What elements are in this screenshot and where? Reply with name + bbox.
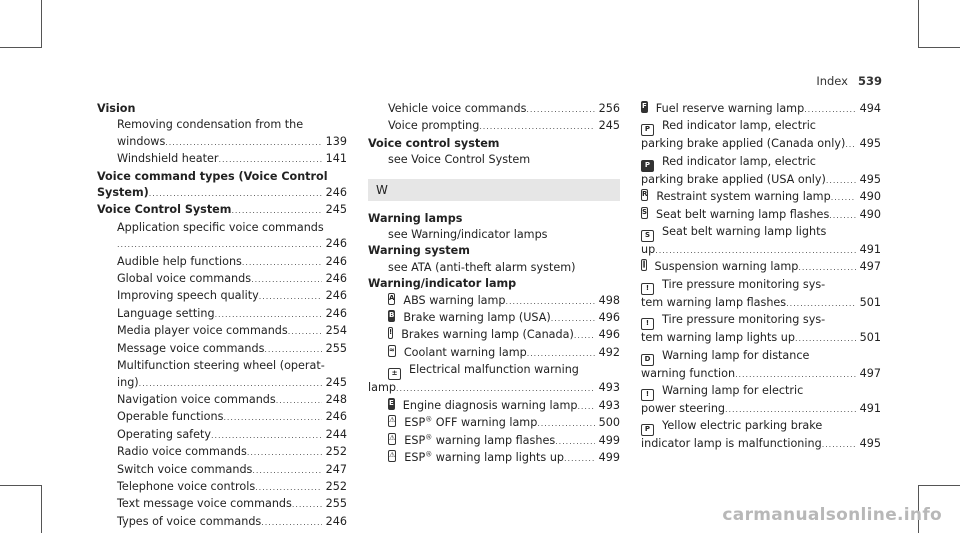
entry-text: lamp: [368, 381, 396, 395]
index-entry: [97, 185, 347, 202]
page-reference[interactable]: 256: [598, 102, 620, 115]
entry-text: parking brake applied (USA only): [641, 172, 826, 186]
index-entry: [97, 254, 347, 271]
page-reference[interactable]: 500: [598, 416, 620, 430]
index-entry: [97, 409, 347, 426]
page-reference[interactable]: 496: [598, 328, 620, 342]
leader-dots: [845, 136, 855, 153]
leader-dots: [655, 242, 855, 259]
entry-text: Tire pressure monitoring sys-: [662, 313, 826, 327]
page-reference[interactable]: 246: [325, 237, 347, 251]
page-reference[interactable]: 490: [859, 207, 881, 221]
brake-canada-icon: !: [388, 327, 393, 339]
index-entry: [368, 101, 620, 118]
index-entry-line: [641, 224, 881, 242]
crop-mark: [919, 47, 960, 48]
entry-text: ing): [117, 375, 139, 389]
entry-text: Electrical malfunction warning: [409, 363, 579, 377]
page-reference[interactable]: 495: [859, 172, 881, 186]
abs-icon: A: [388, 293, 395, 305]
parking-brake-icon: P: [641, 424, 654, 436]
index-entry-line: [97, 220, 347, 236]
leader-dots: [117, 236, 322, 253]
index-column-1: [97, 101, 347, 531]
page-reference[interactable]: 501: [859, 331, 881, 345]
leader-dots: [479, 118, 594, 135]
index-entry-line: [641, 118, 881, 136]
leader-dots: [165, 134, 321, 151]
leader-dots: [826, 172, 856, 189]
index-entry: [641, 207, 881, 224]
entry-text: Red indicator lamp, electric: [662, 154, 816, 168]
esp-icon: ⚠: [388, 450, 396, 462]
entry-text: Brake warning lamp (USA): [403, 311, 551, 325]
leader-dots: [574, 327, 595, 344]
entry-text: tem warning lamp flashes: [641, 295, 787, 309]
entry-text: Suspension warning lamp: [654, 260, 799, 274]
leader-dots: [798, 259, 855, 276]
index-entry: [97, 134, 347, 151]
page-reference[interactable]: 244: [325, 427, 347, 441]
entry-text: Voice prompting: [388, 119, 480, 133]
leader-dots: [252, 462, 321, 479]
index-entry: [641, 172, 881, 189]
index-entry: [97, 496, 347, 513]
index-entry: [368, 293, 620, 310]
index-heading: Warning/indicator lamp: [368, 277, 517, 291]
entry-text: Message voice commands: [117, 341, 265, 355]
leader-dots: [215, 306, 322, 323]
seatbelt-icon: S: [641, 230, 654, 242]
entry-text: windows: [117, 134, 166, 148]
entry-text: see Voice Control System: [388, 153, 531, 167]
battery-icon: ±: [388, 368, 401, 380]
entry-text: Improving speech quality: [117, 289, 259, 303]
page-reference[interactable]: 497: [859, 366, 881, 380]
crop-mark: [918, 0, 919, 48]
leader-dots: [231, 202, 321, 219]
index-entry: [97, 151, 347, 168]
watermark: carmanualsonline.info: [722, 505, 942, 525]
entry-text: Seat belt warning lamp lights: [662, 225, 827, 239]
page-reference[interactable]: 255: [325, 497, 347, 511]
page-reference[interactable]: 245: [325, 203, 347, 217]
crop-mark: [41, 0, 42, 48]
entry-text: Voice Control System: [97, 203, 232, 217]
entry-text: ABS warning lamp: [403, 293, 506, 307]
index-column-3: [641, 101, 881, 454]
leader-dots: [247, 444, 322, 461]
leader-dots: [259, 288, 322, 305]
page-reference[interactable]: 246: [325, 410, 347, 424]
entry-text: power steering: [641, 402, 726, 416]
index-entry-line: [641, 348, 881, 366]
entry-text: Warning lamp for distance: [662, 348, 810, 362]
entry-text: Switch voice commands: [117, 462, 253, 476]
leader-dots: [288, 323, 322, 340]
index-entry: [97, 306, 347, 323]
crop-mark: [919, 485, 960, 486]
entry-text: Red indicator lamp, electric: [662, 119, 816, 133]
leader-dots: [251, 271, 322, 288]
page-reference[interactable]: 490: [859, 190, 881, 204]
entry-text: Telephone voice controls: [117, 479, 256, 493]
page-reference[interactable]: 141: [325, 152, 347, 166]
index-entry: [97, 392, 347, 409]
page-reference[interactable]: 246: [325, 514, 347, 528]
leader-dots: [506, 293, 595, 310]
page-reference[interactable]: 246: [325, 186, 347, 200]
leader-dots: [804, 101, 855, 118]
index-entry: [97, 323, 347, 340]
coolant-icon: ≈: [388, 345, 396, 357]
index-entry: [368, 398, 620, 415]
index-entry-line: [97, 358, 347, 374]
steering-icon: !: [641, 389, 654, 401]
page-reference[interactable]: 254: [325, 324, 347, 338]
index-entry: [368, 433, 620, 450]
page-reference[interactable]: 139: [325, 134, 347, 148]
leader-dots: [276, 392, 322, 409]
index-entry: [368, 310, 620, 327]
index-heading: Vision: [97, 102, 136, 115]
index-entry: [641, 436, 881, 453]
index-entry-line: [368, 152, 620, 168]
page-header: [816, 74, 882, 88]
entry-text: Seat belt warning lamp flashes: [656, 207, 830, 221]
entry-text: Engine diagnosis warning lamp: [402, 398, 578, 412]
leader-dots: [555, 433, 594, 450]
fuel-icon: F: [641, 101, 648, 113]
leader-dots: [564, 450, 595, 467]
entry-text: Application specific voice commands: [117, 220, 324, 234]
engine-icon: E: [388, 398, 395, 410]
entry-text: Navigation voice commands: [117, 392, 276, 406]
parking-brake-icon: P: [641, 124, 654, 136]
index-entry: [641, 295, 881, 312]
entry-text: Restraint system warning lamp: [656, 190, 831, 204]
entry-text: Warning lamp for electric: [662, 384, 804, 398]
leader-dots: [139, 375, 322, 392]
leader-dots: [261, 514, 321, 531]
page-reference[interactable]: 495: [859, 437, 881, 451]
page-reference[interactable]: 248: [325, 392, 347, 406]
entry-text: Operating safety: [117, 427, 212, 441]
index-entry: [97, 202, 347, 219]
entry-text: System): [97, 186, 149, 200]
leader-dots: [211, 427, 322, 444]
index-column-2: [368, 101, 620, 467]
index-entry-line: [368, 227, 620, 243]
brake-icon: B: [388, 310, 395, 322]
crop-mark: [0, 47, 41, 48]
page-reference[interactable]: 491: [859, 402, 881, 416]
leader-dots: [223, 409, 321, 426]
leader-dots: [219, 151, 322, 168]
entry-text: Vehicle voice commands: [388, 102, 527, 115]
park-icon: P: [641, 160, 654, 172]
entry-text: Radio voice commands: [117, 445, 247, 459]
index-entry: [97, 236, 347, 253]
page-reference[interactable]: 246: [325, 306, 347, 320]
page-reference[interactable]: 491: [859, 243, 881, 257]
leader-dots: [149, 185, 322, 202]
page-reference[interactable]: 495: [859, 137, 881, 151]
page-reference[interactable]: 245: [598, 119, 620, 133]
index-entry: [641, 401, 881, 418]
entry-text: Media player voice commands: [117, 324, 288, 338]
entry-text: Audible help functions: [117, 254, 242, 268]
crop-mark: [0, 485, 41, 486]
index-entry: [368, 450, 620, 467]
page-reference[interactable]: 494: [859, 102, 881, 115]
page-reference[interactable]: 499: [598, 433, 620, 447]
index-entry: [641, 330, 881, 347]
page-reference[interactable]: 493: [598, 381, 620, 395]
index-entry: [641, 136, 881, 153]
entry-text: Operable functions: [117, 410, 224, 424]
entry-text: see Warning/indicator lamps: [388, 228, 548, 242]
suspension-icon: ‖: [641, 259, 647, 271]
page-reference[interactable]: 501: [859, 295, 881, 309]
leader-dots: [526, 101, 594, 118]
index-entry: [641, 259, 881, 276]
leader-dots: [255, 479, 321, 496]
index-heading: Warning lamps: [368, 211, 463, 225]
entry-text: Tire pressure monitoring sys-: [662, 277, 826, 291]
leader-dots: [551, 310, 595, 327]
index-entry: [368, 415, 620, 432]
tire-pressure-icon: !: [641, 318, 654, 330]
entry-text: Coolant warning lamp: [403, 345, 527, 359]
page-reference[interactable]: 252: [325, 445, 347, 459]
index-entry: [97, 375, 347, 392]
page-reference[interactable]: 252: [325, 479, 347, 493]
index-entry: [368, 380, 620, 397]
entry-text: ESP® warning lamp flashes: [404, 432, 556, 447]
index-entry: [368, 327, 620, 344]
index-entry-line: [368, 260, 620, 276]
leader-dots: [577, 398, 594, 415]
entry-text: up: [641, 243, 656, 257]
seatbelt-icon: S: [641, 207, 648, 219]
esp-icon: ⚠: [388, 433, 396, 445]
leader-dots: [822, 436, 856, 453]
index-entry: [97, 479, 347, 496]
index-entry: [97, 514, 347, 531]
index-entry-line: [641, 277, 881, 295]
page-reference[interactable]: 246: [325, 254, 347, 268]
page-reference[interactable]: 492: [598, 345, 620, 359]
index-entry-line: [641, 154, 881, 172]
leader-dots: [831, 189, 856, 206]
leader-dots: [786, 295, 856, 312]
index-entry: [368, 345, 620, 362]
index-entry: [97, 427, 347, 444]
distance-icon: D: [641, 354, 654, 366]
entry-text: Multifunction steering wheel (operat-: [117, 359, 325, 373]
entry-text: Text message voice commands: [117, 497, 292, 511]
page-reference[interactable]: 496: [598, 311, 620, 325]
index-entry: [97, 341, 347, 358]
leader-dots: [829, 207, 855, 224]
leader-dots: [725, 401, 856, 418]
page-reference[interactable]: 255: [325, 341, 347, 355]
index-entry: [641, 189, 881, 206]
index-entry-line: [641, 312, 881, 330]
index-entry-line: [641, 383, 881, 401]
page-reference[interactable]: 247: [325, 462, 347, 476]
index-entry: [97, 271, 347, 288]
page-reference[interactable]: 499: [598, 450, 620, 464]
entry-text: Windshield heater: [117, 152, 219, 166]
index-heading: Voice control system: [368, 136, 500, 150]
index-heading: Voice command types (Voice Control: [97, 169, 328, 183]
entry-text: Types of voice commands: [117, 514, 262, 528]
page-reference[interactable]: 498: [598, 293, 620, 307]
page-reference[interactable]: 246: [325, 272, 347, 286]
restraint-icon: R: [641, 189, 648, 201]
page-reference[interactable]: 246: [325, 289, 347, 303]
page-reference[interactable]: 245: [325, 375, 347, 389]
index-entry: [97, 444, 347, 461]
leader-dots: [795, 330, 856, 347]
leader-dots: [242, 254, 322, 271]
index-entry-line: [641, 418, 881, 436]
entry-text: Global voice commands: [117, 272, 252, 286]
page-reference[interactable]: 497: [859, 260, 881, 274]
leader-dots: [527, 345, 595, 362]
section-title: Index: [816, 74, 848, 88]
page-number: 539: [857, 74, 882, 88]
entry-text: parking brake applied (Canada only): [641, 137, 846, 151]
crop-mark: [41, 485, 42, 533]
entry-text: Yellow electric parking brake: [662, 419, 823, 433]
entry-text: Fuel reserve warning lamp: [655, 102, 805, 115]
entry-text: indicator lamp is malfunctioning: [641, 437, 822, 451]
index-entry: [97, 288, 347, 305]
entry-text: warning function: [641, 366, 736, 380]
index-entry-line: [97, 117, 347, 133]
index-entry: [641, 101, 881, 118]
leader-dots: [396, 380, 595, 397]
leader-dots: [264, 341, 321, 358]
esp-off-icon: ⚠: [388, 415, 396, 427]
entry-text: see ATA (anti-theft alarm system): [388, 260, 576, 274]
leader-dots: [292, 496, 322, 513]
entry-text: Language setting: [117, 306, 215, 320]
index-entry: [368, 118, 620, 135]
entry-text: tem warning lamp lights up: [641, 331, 795, 345]
entry-text: ESP® warning lamp lights up: [404, 450, 565, 464]
leader-dots: [537, 415, 594, 432]
index-entry-line: [368, 362, 620, 380]
index-entry: [97, 462, 347, 479]
tire-pressure-icon: !: [641, 283, 654, 295]
index-entry: [641, 366, 881, 383]
index-letter-heading: W: [368, 179, 620, 201]
entry-text: Brakes warning lamp (Canada): [401, 328, 574, 342]
page-reference[interactable]: 493: [598, 398, 620, 412]
leader-dots: [735, 366, 856, 383]
entry-text: ESP® OFF warning lamp: [404, 415, 538, 430]
index-heading: Warning system: [368, 244, 470, 258]
index-entry: [641, 242, 881, 259]
entry-text: Removing condensation from the: [117, 118, 304, 132]
